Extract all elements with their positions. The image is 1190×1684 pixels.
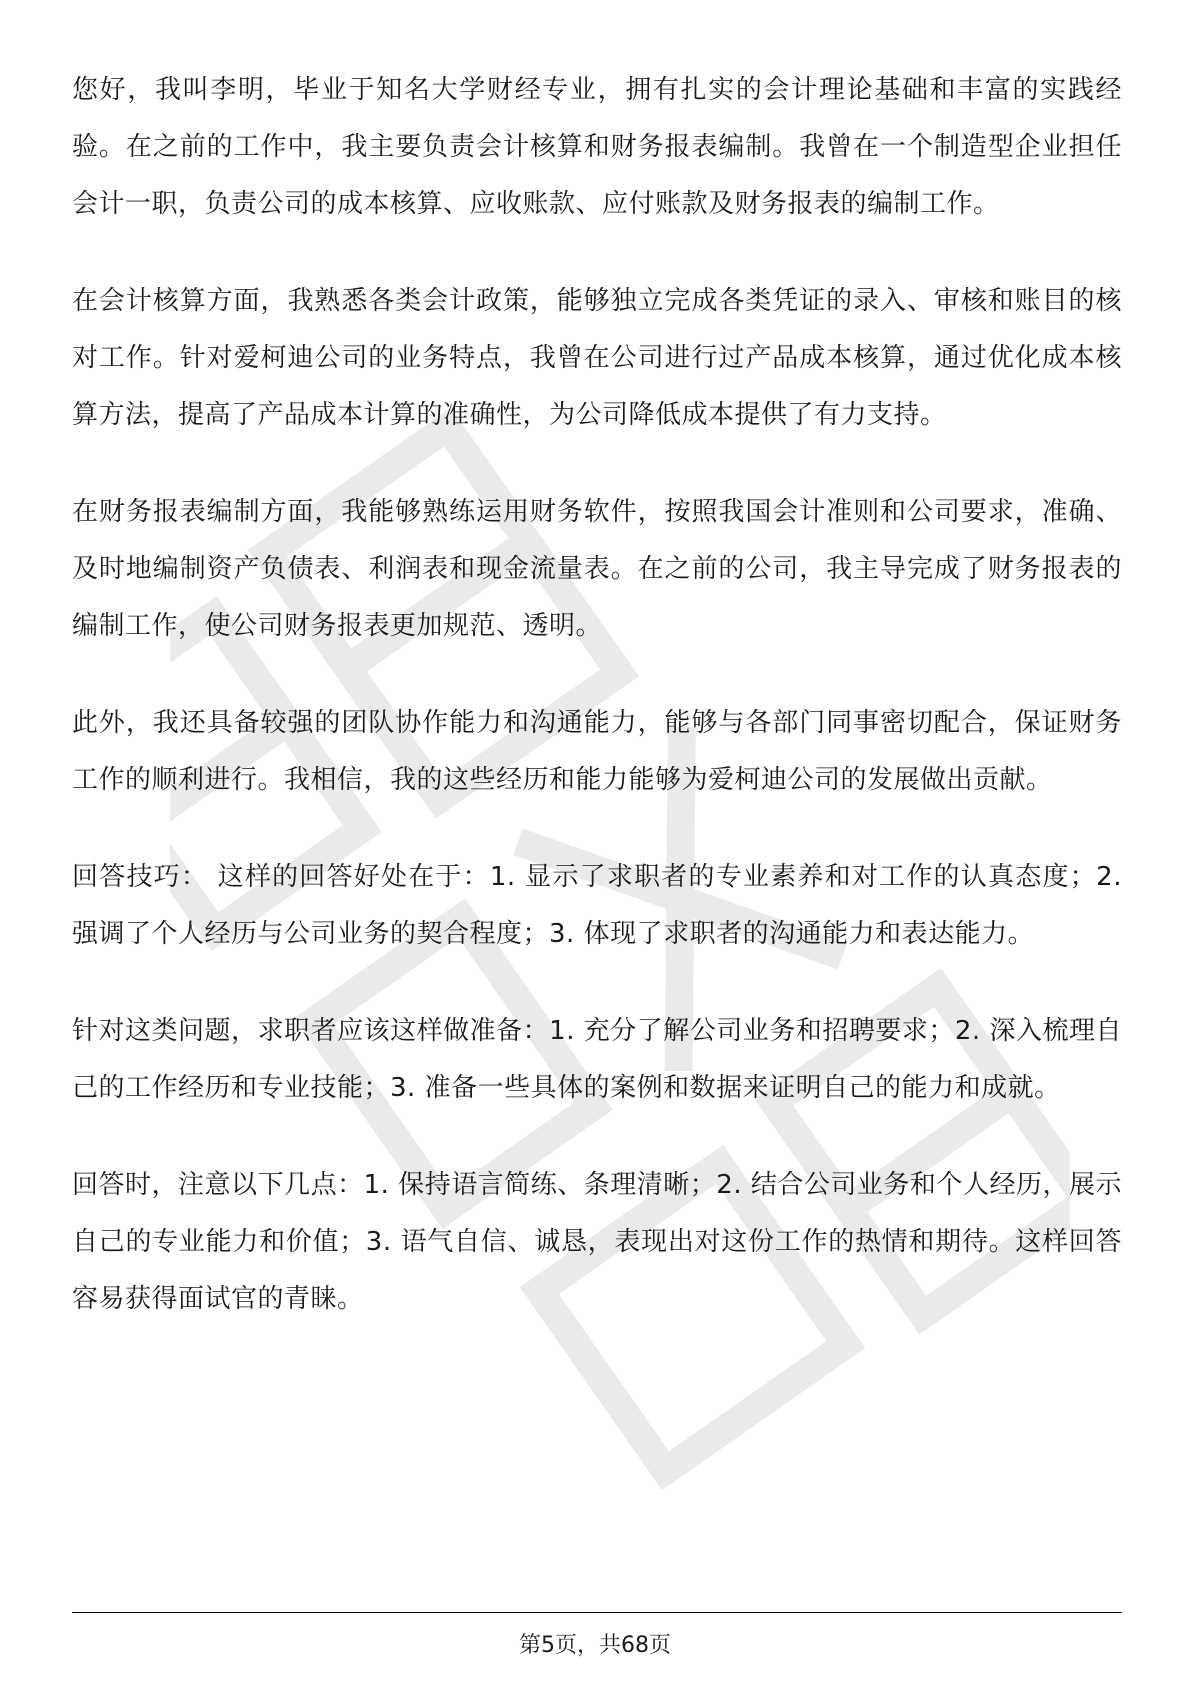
paragraph-reporting: 在财务报表编制方面，我能够熟练运用财务软件，按照我国会计准则和公司要求，准确、及时地编制资产负债表、利润表和现金流量表。在之前的公司，我主导完成了财务报表的编制工作，使公司财务报表更加规范、透明。	[72, 497, 1122, 641]
paragraph-notes: 回答时，注意以下几点：1. 保持语言简练、条理清晰；2. 结合公司业务和个人经历，展示自己的专业能力和价值；3. 语气自信、诚恳，表现出对这份工作的热情和期待。这样回答容易获得面试官的青睐。	[72, 1170, 1122, 1314]
footer-divider	[72, 1612, 1122, 1613]
paragraph-teamwork: 此外，我还具备较强的团队协作能力和沟通能力，能够与各部门同事密切配合，保证财务工作的顺利进行。我相信，我的这些经历和能力能够为爱柯迪公司的发展做出贡献。	[72, 708, 1122, 795]
paragraph-preparation: 针对这类问题，求职者应该这样做准备：1. 充分了解公司业务和招聘要求；2. 深入梳理自己的工作经历和专业技能；3. 准备一些具体的案例和数据来证明自己的能力和成就。	[72, 1016, 1122, 1103]
paragraph-tips: 回答技巧： 这样的回答好处在于：1. 显示了求职者的专业素养和对工作的认真态度；2. 强调了个人经历与公司业务的契合程度；3. 体现了求职者的沟通能力和表达能力。	[72, 862, 1122, 949]
page-number: 第5页，共68页	[519, 1633, 671, 1658]
paragraph-accounting: 在会计核算方面，我熟悉各类会计政策，能够独立完成各类凭证的录入、审核和账目的核对工作。针对爱柯迪公司的业务特点，我曾在公司进行过产品成本核算，通过优化成本核算方法，提高了产品成本计算的准确性，为公司降低成本提供了有力支持。	[72, 286, 1122, 430]
paragraph-intro: 您好，我叫李明，毕业于知名大学财经专业，拥有扎实的会计理论基础和丰富的实践经验。在之前的工作中，我主要负责会计核算和财务报表编制。我曾在一个制造型企业担任会计一职，负责公司的成本核算、应收账款、应付账款及财务报表的编制工作。	[72, 75, 1122, 219]
document-body	[72, 62, 1122, 1368]
